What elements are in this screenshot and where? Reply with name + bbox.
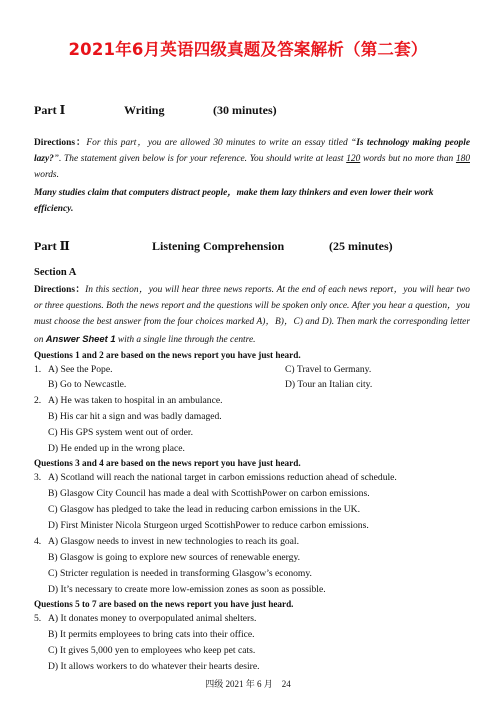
option: C) Travel to Germany. bbox=[285, 364, 372, 375]
question-number: 1. bbox=[34, 364, 42, 375]
option: C) It gives 5,000 yen to employees who keep pet cats. bbox=[48, 645, 256, 656]
option: B) Glasgow is going to explore new sources of renewable energy. bbox=[48, 552, 301, 563]
directions-text-2: with a single line through the centre. bbox=[115, 334, 256, 345]
option: B) Go to Newcastle. bbox=[48, 379, 127, 390]
option: A) Glasgow needs to invest in new technologies to reach its goal. bbox=[48, 536, 299, 547]
part1-directions bbox=[34, 135, 470, 184]
part1-name: Writing bbox=[124, 103, 165, 117]
directions-label: Directions： bbox=[34, 285, 86, 295]
question-group-heading: Questions 3 and 4 are based on the news report you have just heard. bbox=[34, 458, 301, 468]
option: A) He was taken to hospital in an ambulance. bbox=[48, 395, 223, 406]
part2-time: (25 minutes) bbox=[329, 239, 393, 253]
question-number: 2. bbox=[34, 395, 42, 406]
option: D) First Minister Nicola Sturgeon urged ScottishPower to reduce carbon emissions. bbox=[48, 520, 369, 531]
min-words: 120 bbox=[346, 154, 361, 165]
option: C) His GPS system went out of order. bbox=[48, 427, 193, 438]
essay-title: Is technology making people lazy? bbox=[34, 138, 470, 165]
option: B) Glasgow City Council has made a deal with ScottishPower on carbon emissions. bbox=[48, 488, 370, 499]
option: C) Stricter regulation is needed in transforming Glasgow’s economy. bbox=[48, 568, 312, 579]
essay-statement: Many studies claim that computers distract people，make them lazy thinkers and even lower their work efficiency. bbox=[34, 188, 434, 214]
directions-text-3: words but no more than bbox=[360, 154, 456, 165]
max-words: 180 bbox=[455, 154, 470, 165]
directions-text-2: ”. The statement given below is for your reference. You should write at least bbox=[53, 154, 347, 165]
part2-label: Part Ⅱ bbox=[34, 239, 70, 253]
part1-label: Part Ⅰ bbox=[34, 103, 66, 117]
part2-name: Listening Comprehension bbox=[152, 239, 285, 253]
section-a-heading: Section A bbox=[34, 267, 77, 278]
part2-directions bbox=[34, 282, 470, 348]
question-number: 5. bbox=[34, 613, 42, 624]
question-group-heading: Questions 5 to 7 are based on the news report you have just heard. bbox=[34, 599, 294, 609]
option: D) It’s necessary to create more low-emission zones as soon as possible. bbox=[48, 584, 326, 595]
option: C) Glasgow has pledged to take the lead in reducing carbon emissions in the UK. bbox=[48, 504, 360, 515]
option: B) His car hit a sign and was badly damaged. bbox=[48, 411, 222, 422]
directions-text-1: For this part，you are allowed 30 minutes to write an essay titled “ bbox=[86, 138, 357, 148]
option: D) It allows workers to do whatever their hearts desire. bbox=[48, 661, 260, 672]
question-number: 4. bbox=[34, 536, 42, 547]
question-number: 3. bbox=[34, 472, 42, 483]
option: D) Tour an Italian city. bbox=[285, 379, 373, 390]
option: A) It donates money to overpopulated animal shelters. bbox=[48, 613, 257, 624]
answer-sheet-label: Answer Sheet 1 bbox=[45, 332, 116, 344]
option: A) Scotland will reach the national target in carbon emissions reduction ahead of schedule. bbox=[48, 472, 397, 483]
page-footer: 四级 2021 年 6 月 24 bbox=[205, 679, 291, 689]
page-title: 2021年6月英语四级真题及答案解析（第二套） bbox=[68, 40, 428, 59]
directions-text-1: In this section，you will hear three news reports. At the end of each news report，you will hear two or three questions. Both the news report and the questions will be spoken only once. After you hear a question，you must choose the best answer from the four choices marked A)，B)，C) and D). Then mark the corresponding letter on bbox=[34, 285, 470, 345]
question-group-heading: Questions 1 and 2 are based on the news report you have just heard. bbox=[34, 350, 301, 360]
directions-label: Directions： bbox=[34, 138, 87, 148]
option: A) See the Pope. bbox=[48, 364, 113, 375]
directions-text-4: words. bbox=[34, 170, 59, 181]
part1-time: (30 minutes) bbox=[213, 103, 277, 117]
option: D) He ended up in the wrong place. bbox=[48, 443, 185, 454]
option: B) It permits employees to bring cats into their office. bbox=[48, 629, 255, 640]
